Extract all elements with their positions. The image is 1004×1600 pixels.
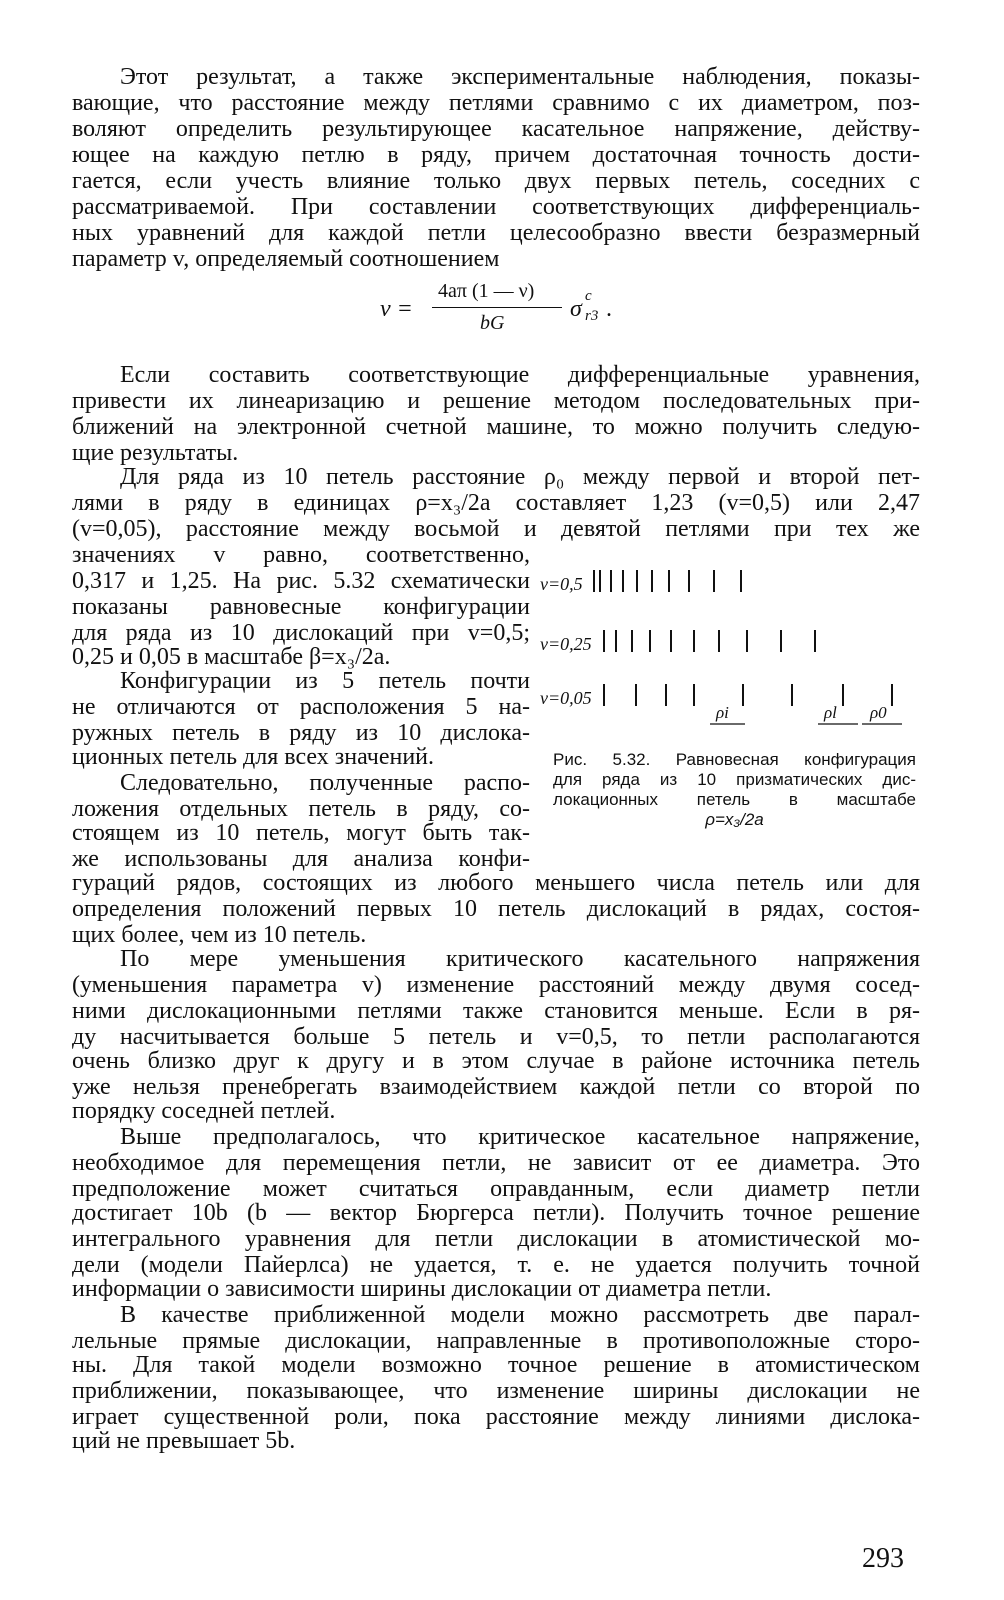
formula-period: .	[606, 296, 612, 322]
text-line: лельные прямые дислокации, направленные в противоположные сторо-	[72, 1328, 920, 1354]
text-line: 0,317 и 1,25. На рис. 5.32 схематически	[72, 568, 530, 594]
text-line: Выше предполагалось, что критическое касательное напряжение,	[120, 1124, 920, 1150]
formula-lhs: v =	[380, 296, 413, 322]
text-line: порядку соседней петлей.	[72, 1098, 336, 1124]
text-line: стоящем из 10 петель, могут быть так-	[72, 820, 530, 846]
figure-caption-line: Рис. 5.32. Равновесная конфигурация	[553, 750, 916, 769]
rho-l-label: ρl	[824, 703, 837, 722]
text-line: информации о зависимости ширины дислокации от диаметра петли.	[72, 1276, 772, 1302]
text-line: значениях v равно, соответственно,	[72, 542, 530, 568]
text-line: вающие, что расстояние между петлями сравнимо с их диаметром, поз-	[72, 90, 920, 116]
formula-sigma: σ	[570, 296, 582, 322]
text-line: параметр v, определяемый соотношением	[72, 246, 500, 272]
text-line: необходимое для перемещения петли, не зависит от ее диаметра. Это	[72, 1150, 920, 1176]
figure-5-32	[540, 568, 920, 738]
text-line: определения положений первых 10 петель дислокаций в рядах, состоя-	[72, 896, 920, 922]
formula-sub: r3	[585, 308, 599, 324]
page-number: 293	[862, 1543, 904, 1574]
formula-fraction-bar	[432, 307, 562, 308]
text-line: По мере уменьшения критического касательного напряжения	[120, 946, 920, 972]
text-line: 0,25 и 0,05 в масштабе β=x₃/2a.	[72, 644, 391, 670]
text-line: щих более, чем из 10 петель.	[72, 922, 367, 948]
text-line: достигает 10b (b — вектор Бюргерса петли). Получить точное решение	[72, 1200, 920, 1226]
text-line: (v=0,05), расстояние между восьмой и девятой петлями при тех же	[72, 516, 920, 542]
text-line: уже нельзя пренебрегать взаимодействием каждой петли со второй по	[72, 1074, 920, 1100]
text-line: (уменьшения параметра v) изменение расстояний между двумя сосед-	[72, 972, 920, 998]
row-label: ν=0,5	[540, 574, 583, 594]
formula-denominator: bG	[480, 312, 505, 334]
text-line: Конфигурации из 5 петель почти	[120, 668, 530, 694]
text-line: показаны равновесные конфигурации	[72, 594, 530, 620]
text-line: играет существенной роли, пока расстояние между линиями дислока-	[72, 1404, 920, 1430]
rho-i-label: ρi	[716, 703, 729, 722]
text-line: ющее на каждую петлю в ряду, причем достаточная точность дости-	[72, 142, 920, 168]
text-line: очень близко друг к другу и в этом случае в районе источника петель	[72, 1048, 920, 1074]
text-line: лями в ряду в единицах ρ=x₃/2a составляет 1,23 (v=0,5) или 2,47	[72, 490, 920, 516]
text-line: ций не превышает 5b.	[72, 1428, 296, 1454]
text-line: гураций рядов, состоящих из любого меньшего числа петель или для	[72, 870, 920, 896]
text-line: же использованы для анализа конфи-	[72, 846, 530, 872]
text-line: ближений на электронной счетной машине, то можно получить следую-	[72, 414, 920, 440]
row-label: ν=0,05	[540, 688, 592, 708]
text-line: Следовательно, полученные распо-	[120, 770, 530, 796]
text-line: щие результаты.	[72, 440, 239, 466]
formula-sup: c	[585, 288, 592, 304]
text-line: Если составить соответствующие дифференциальные уравнения,	[120, 362, 920, 388]
text-line: рассматриваемой. При составлении соответствующих дифференциаль-	[72, 194, 920, 220]
text-line: приближении, показывающее, что изменение ширины дислокации не	[72, 1378, 920, 1404]
figure-caption-line: ρ=x₃/2a	[705, 810, 764, 829]
text-line: ложения отдельных петель в ряду, со-	[72, 796, 530, 822]
text-line: ных уравнений для каждой петли целесообразно ввести безразмерный	[72, 220, 920, 246]
text-line: ними дислокационными петлями также становится меньше. Если в ря-	[72, 998, 920, 1024]
formula	[380, 280, 640, 340]
text-line: Для ряда из 10 петель расстояние ρ₀ между первой и второй пет-	[120, 464, 920, 490]
text-line: гается, если учесть влияние только двух первых петель, соседних с	[72, 168, 920, 194]
rho-0-label: ρ0	[870, 703, 887, 722]
text-line: для ряда из 10 дислокаций при v=0,5;	[72, 620, 530, 646]
row-label: ν=0,25	[540, 634, 592, 654]
text-line: не отличаются от расположения 5 на-	[72, 694, 530, 720]
text-line: предположение может считаться оправданным, если диаметр петли	[72, 1176, 920, 1202]
text-line: воляют определить результирующее касательное напряжение, действу-	[72, 116, 920, 142]
figure-caption-line: локационных петель в масштабе	[553, 790, 916, 809]
text-line: ционных петель для всех значений.	[72, 744, 435, 770]
text-line: ружных петель в ряду из 10 дислока-	[72, 720, 530, 746]
formula-numerator: 4aπ (1 — ν)	[438, 280, 535, 302]
text-line: ны. Для такой модели возможно точное решение в атомистическом	[72, 1352, 920, 1378]
text-line: дели (модели Пайерлса) не удается, т. е. не удается получить точной	[72, 1252, 920, 1278]
text-line: интегрального уравнения для петли дислокации в атомистической мо-	[72, 1226, 920, 1252]
text-line: Этот результат, а также экспериментальные наблюдения, показы-	[120, 64, 920, 90]
text-line: привести их линеаризацию и решение методом последовательных при-	[72, 388, 920, 414]
text-line: В качестве приближенной модели можно рассмотреть две парал-	[120, 1302, 920, 1328]
figure-caption-line: для ряда из 10 призматических дис-	[553, 770, 916, 789]
text-line: ду насчитывается больше 5 петель и v=0,5, то петли располагаются	[72, 1024, 920, 1050]
